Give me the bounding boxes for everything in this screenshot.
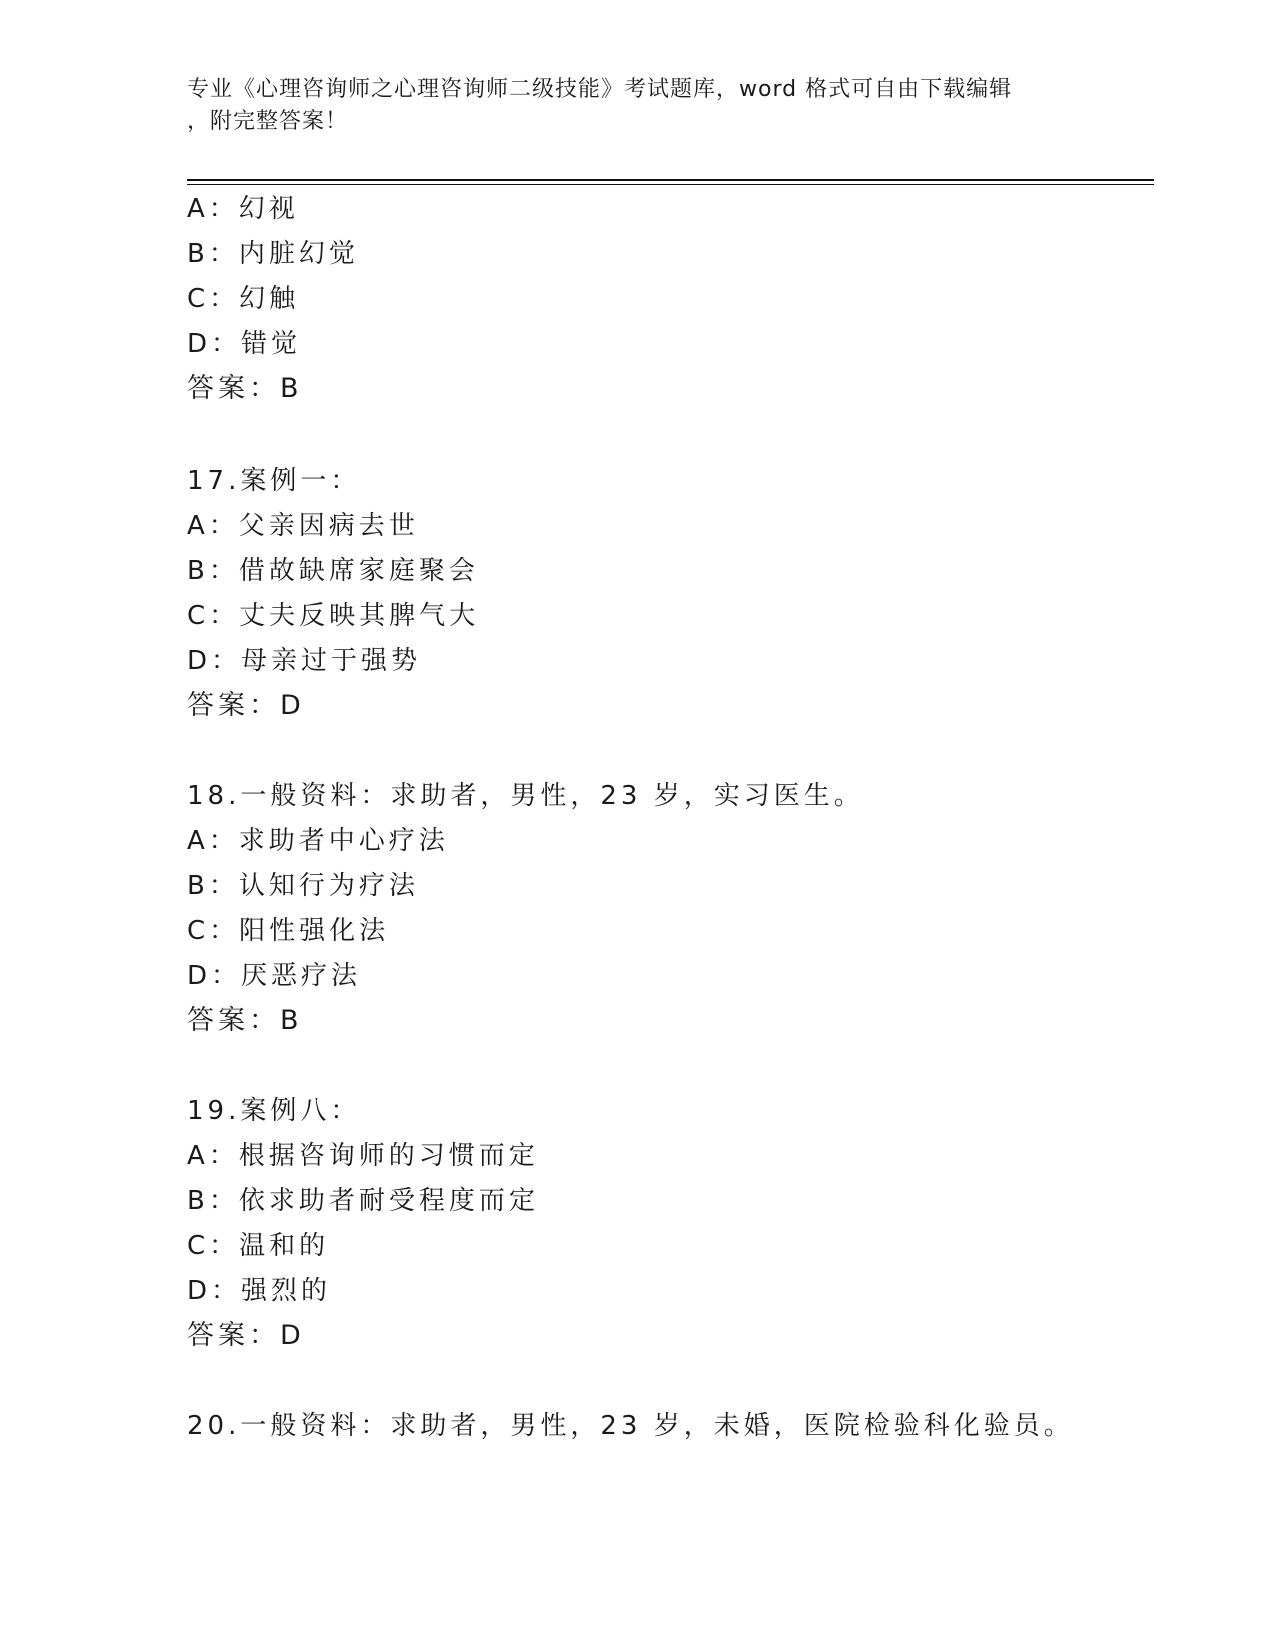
q17-option-b: B：借故缺席家庭聚会 [187,556,479,586]
q18-option-b: B：认知行为疗法 [187,871,419,901]
q17-title: 17.案例一： [187,466,361,496]
q19-option-d: D：强烈的 [187,1276,332,1306]
header-divider-secondary [187,184,1154,185]
q18-option-a: A：求助者中心疗法 [187,826,449,856]
q17-option-c: C：丈夫反映其脾气大 [187,601,480,631]
q17-option-d: D：母亲过于强势 [187,646,422,676]
document-header [187,74,1087,138]
q18-option-d: D：厌恶疗法 [187,961,362,991]
q19-option-c: C：温和的 [187,1231,330,1261]
header-divider [187,179,1154,181]
q17-answer: 答案：D [187,690,305,721]
q16-option-b: B：内脏幻觉 [187,239,359,269]
q20-title: 20.一般资料：求助者，男性，23 岁，未婚，医院检验科化验员。 [187,1411,1074,1441]
q18-title: 18.一般资料：求助者，男性，23 岁，实习医生。 [187,781,864,811]
q16-answer: 答案：B [187,373,303,404]
q16-option-d: D：错觉 [187,329,302,359]
q16-option-a: A：幻视 [187,194,299,224]
q19-answer: 答案：D [187,1320,305,1351]
q18-answer: 答案：B [187,1005,303,1036]
q19-title: 19.案例八： [187,1096,361,1126]
header-line-2: ，附完整答案！ [187,109,349,134]
q18-option-c: C：阳性强化法 [187,916,390,946]
q19-option-b: B：依求助者耐受程度而定 [187,1186,539,1216]
q19-option-a: A：根据咨询师的习惯而定 [187,1141,539,1171]
q16-option-c: C：幻触 [187,284,300,314]
q17-option-a: A：父亲因病去世 [187,511,419,541]
header-line-1: 专业《心理咨询师之心理咨询师二级技能》考试题库，word 格式可自由下载编辑 [187,77,1013,102]
